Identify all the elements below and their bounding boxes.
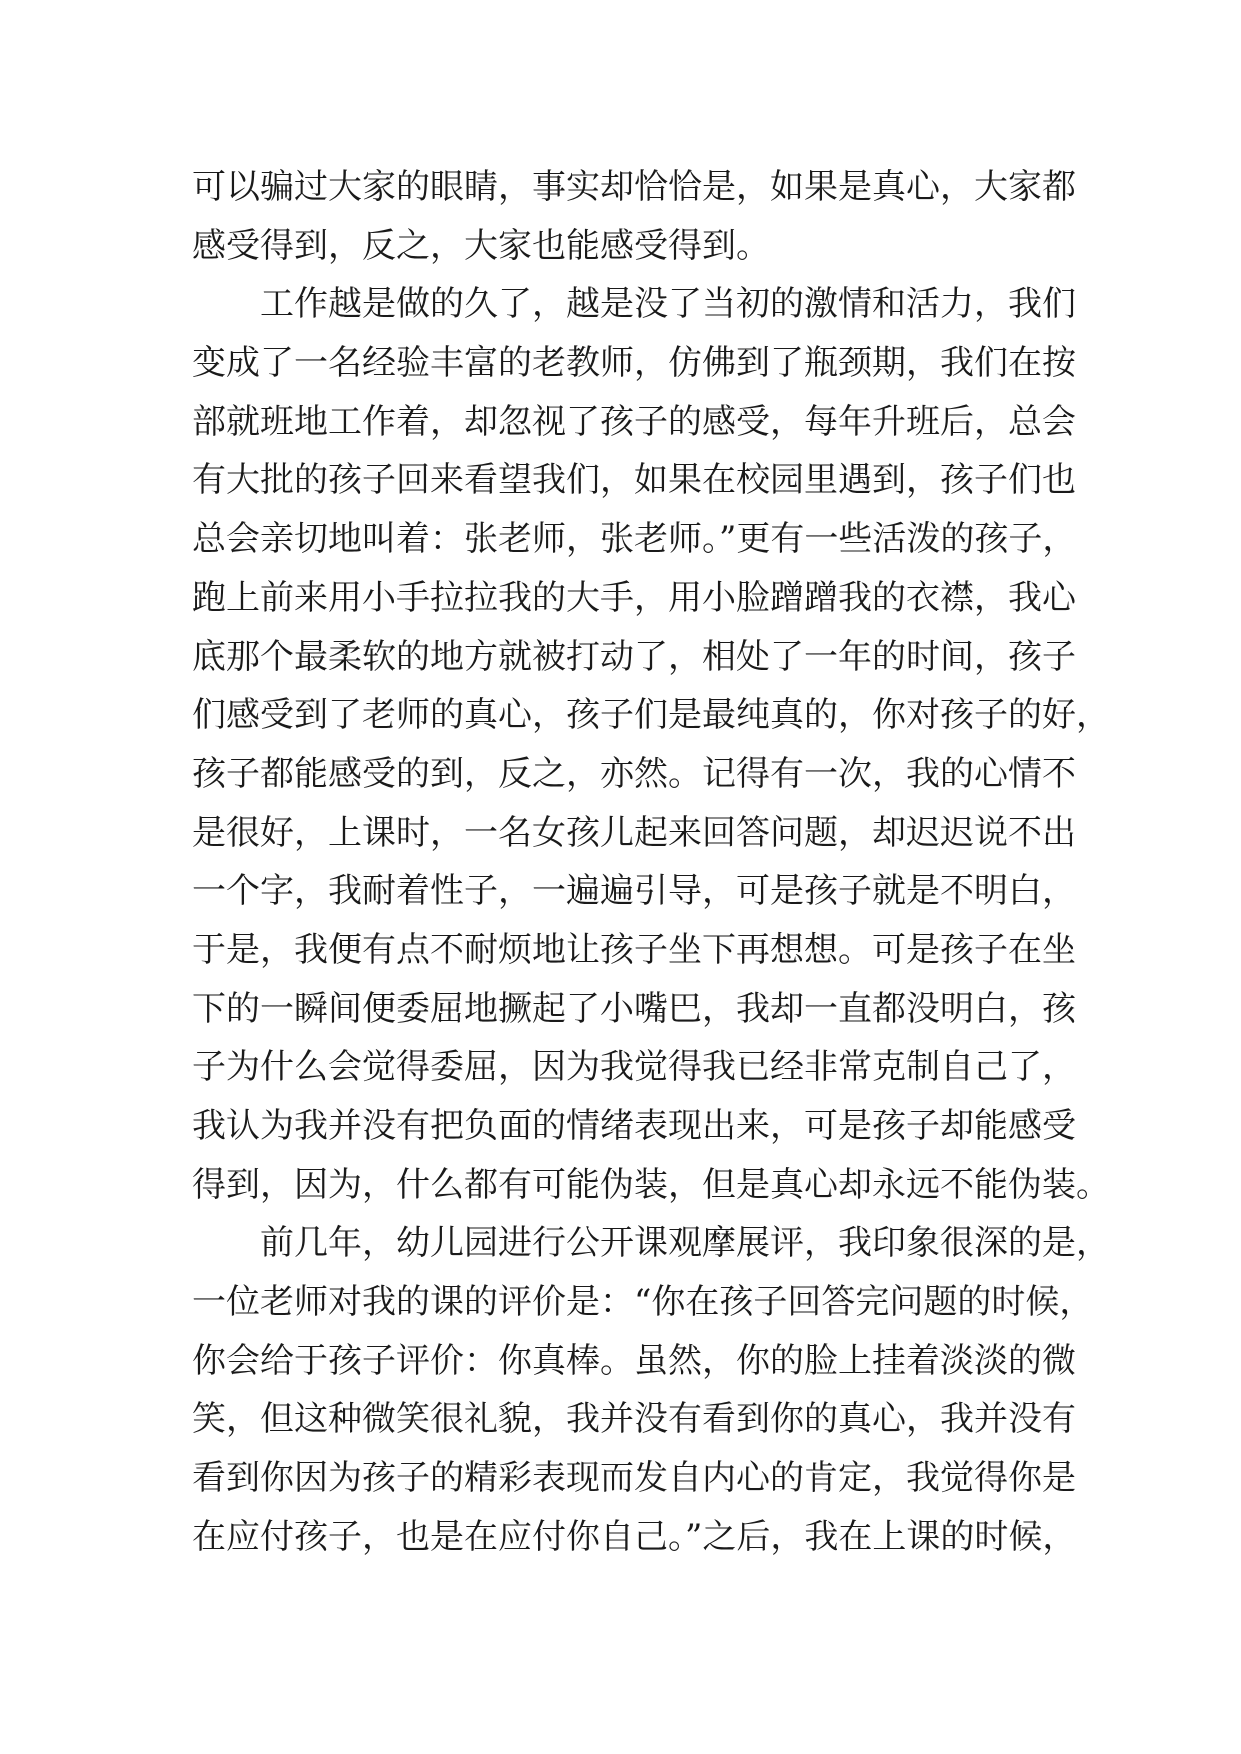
text-line: 可以骗过大家的眼睛，事实却恰恰是，如果是真心，大家都 [192,167,1076,207]
text-line: 于是，我便有点不耐烦地让孩子坐下再想想。可是孩子在坐 [192,929,1076,970]
text-line: 子为什么会觉得委屈，因为我觉得我已经非常克制自己了， [192,1047,1076,1088]
text-line: 笑，但这种微笑很礼貌，我并没有看到你的真心，我并没有 [192,1399,1076,1440]
text-line: 孩子都能感受的到，反之，亦然。记得有一次，我的心情不 [192,753,1076,794]
text-line: 感受得到，反之，大家也能感受得到。 [192,225,770,266]
text-line: 一个字，我耐着性子，一遍遍引导，可是孩子就是不明白， [192,871,1076,912]
body-text [192,158,1110,1567]
text-line: 下的一瞬间便委屈地撅起了小嘴巴，我却一直都没明白，孩 [192,988,1076,1029]
text-line: 一位老师对我的课的评价是：“你在孩子回答完问题的时候， [192,1282,1094,1323]
text-line: 跑上前来用小手拉拉我的大手，用小脸蹭蹭我的衣襟，我心 [192,577,1076,618]
text-line: 得到，因为，什么都有可能伪装，但是真心却永远不能伪装。 [192,1164,1110,1205]
text-line: 我认为我并没有把负面的情绪表现出来，可是孩子却能感受 [192,1106,1076,1146]
text-line: 部就班地工作着，却忽视了孩子的感受，每年升班后，总会 [192,401,1076,442]
text-line: 有大批的孩子回来看望我们，如果在校园里遇到，孩子们也 [192,460,1076,501]
text-line: 前几年，幼儿园进行公开课观摩展评，我印象很深的是， [260,1223,1110,1264]
text-line: 们感受到了老师的真心，孩子们是最纯真的，你对孩子的好， [192,695,1110,736]
text-line: 底那个最柔软的地方就被打动了，相处了一年的时间，孩子 [192,636,1076,677]
text-line: 在应付孩子，也是在应付你自己。”之后，我在上课的时候， [192,1516,1077,1557]
text-line: 变成了一名经验丰富的老教师，仿佛到了瓶颈期，我们在按 [192,343,1076,384]
text-line: 看到你因为孩子的精彩表现而发自内心的肯定，我觉得你是 [192,1458,1076,1499]
text-line: 是很好，上课时，一名女孩儿起来回答问题，却迟迟说不出 [192,812,1076,853]
text-line: 总会亲切地叫着：张老师，张老师。”更有一些活泼的孩子， [192,519,1077,560]
text-line: 你会给于孩子评价：你真棒。虽然，你的脸上挂着淡淡的微 [192,1340,1076,1381]
text-line: 工作越是做的久了，越是没了当初的激情和活力，我们 [260,284,1076,325]
